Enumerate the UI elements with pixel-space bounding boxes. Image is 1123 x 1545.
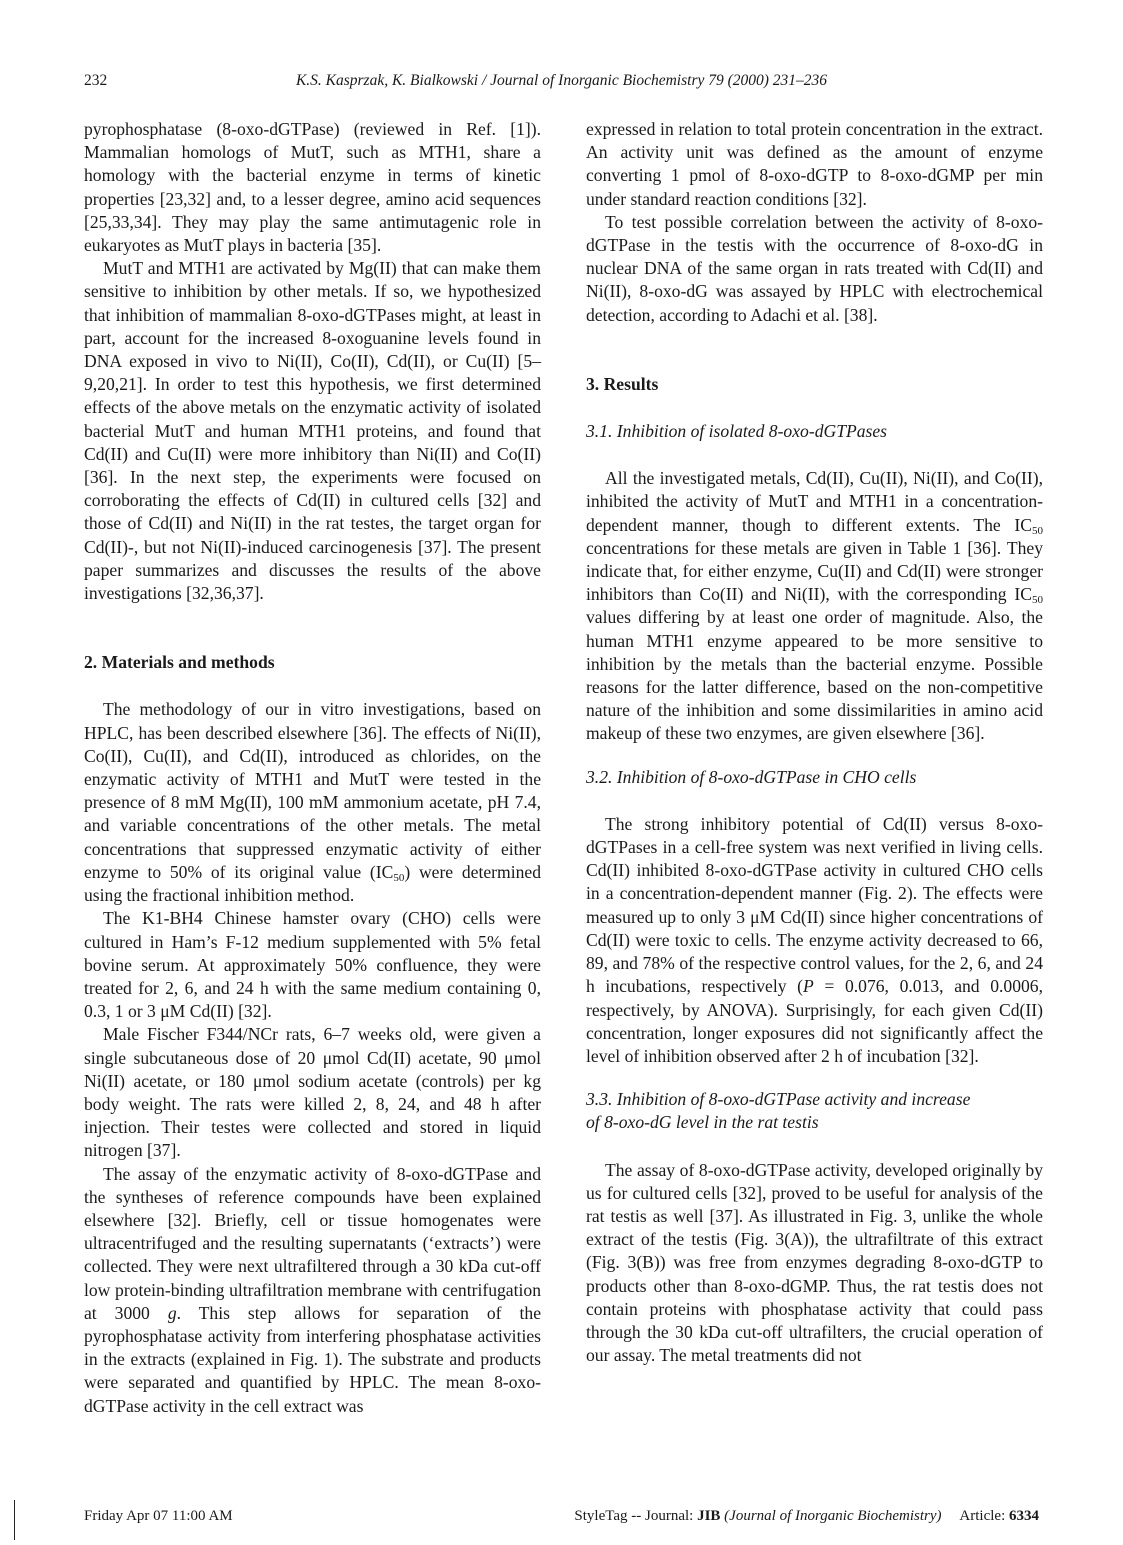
running-header xyxy=(84,72,1039,96)
paragraph-cho-cells: The K1-BH4 Chinese hamster ovary (CHO) cells were cultured in Ham’s F-12 medium supplemented with 5% fetal bovine serum. At approximately 50% confluence, they were treated for 2, 6, and 24 h with the same medium containing 0, 0.3, 1 or 3 μM Cd(II) [32]. xyxy=(84,908,541,1022)
subsection-heading-3-3: 3.3. Inhibition of 8-oxo-dGTPase activity and increase of 8-oxo-dG level in the rat testis xyxy=(586,1089,971,1133)
subsection-heading-3-2: 3.2. Inhibition of 8-oxo-dGTPase in CHO cells xyxy=(586,766,917,787)
section-heading-results: 3. Results xyxy=(586,373,659,394)
paragraph-hypothesis: MutT and MTH1 are activated by Mg(II) that can make them sensitive to inhibition by other metals. If so, we hypothesized that inhibition of mammalian 8-oxo-dGTPases might, at least in part, account for the increased 8-oxoguanine levels found in DNA exposed in vivo to Ni(II), Co(II), Cd(II), or Cu(II) [5–9,20,21]. In order to test this hypothesis, we first determined effects of the above metals on the enzymatic activity of isolated bacterial MutT and human MTH1 proteins, and found that Cd(II) and Cu(II) were more inhibitory than Ni(II) and Co(II) [36]. In the next step, the experiments were focused on corroborating the effects of Cd(II) in cultured cells [32] and those of Cd(II) and Ni(II) in the rat testes, the target organ for Cd(II)-, but not Ni(II)-induced carcinogenesis [37]. The present paper summarizes and discusses the results of the above investigations [32,36,37]. xyxy=(84,258,541,604)
running-title: K.S. Kasprzak, K. Bialkowski / Journal of Inorganic Biochemistry 79 (2000) 231–236 xyxy=(295,72,828,89)
paragraph-correlation: To test possible correlation between the activity of 8-oxo-dGTPase in the testis with the occurrence of 8-oxo-dG in nuclear DNA of the same organ in rats treated with Cd(II) and Ni(II), 8-oxo-dG was assayed by HPLC with electrochemical detection, according to Adachi et al. [38]. xyxy=(586,211,1043,325)
margin-line xyxy=(14,1500,15,1540)
subsection-heading-3-1: 3.1. Inhibition of isolated 8-oxo-dGTPases xyxy=(586,421,888,442)
left-column xyxy=(84,118,541,1418)
footer-style-tag: StyleTag -- Journal: JIB (Journal of Inorganic Biochemistry) Article: 6334 xyxy=(574,1508,1039,1524)
paragraph-activity-unit: expressed in relation to total protein concentration in the extract. An activity unit was defined as the amount of enzyme converting 1 pmol of 8-oxo-dGTP to 8-oxo-dGMP per min under standard reaction conditions [32]. xyxy=(586,119,1043,209)
paragraph-intro-continued: pyrophosphatase (8-oxo-dGTPase) (reviewed in Ref. [1]). Mammalian homologs of MutT, such as MTH1, share a homology with the bacterial enzyme in terms of kinetic properties [23,32] and, to a lesser degree, amino acid sequences [25,33,34]. They may play the same antimutagenic role in eukaryotes as MutT plays in bacteria [35]. xyxy=(84,119,541,256)
paragraph-isolated-inhibition: All the investigated metals, Cd(II), Cu(II), Ni(II), and Co(II), inhibited the activity of MutT and MTH1 in a concentration-dependent manner, though to different extents. The $IC_{50}$ concentrations for these metals are given in Table 1 [36]. They indicate that, for either enzyme, Cu(II) and Cd(II) were stronger inhibitors than Co(II) and Ni(II), with the corresponding $IC_{50}$ values differing by at least one order of magnitude. Also, the human MTH1 enzyme appeared to be more sensitive to inhibition by the metals than the bacterial enzyme. Possible reasons for the latter difference, based on the non-competitive nature of the inhibition and some dissimilarities in amino acid makeup of these two enzymes, are given elsewhere [36]. xyxy=(586,468,1043,744)
right-column xyxy=(586,118,1043,1367)
paragraph-rats: Male Fischer F344/NCr rats, 6–7 weeks old, were given a single subcutaneous dose of 20 μmol Cd(II) acetate, 90 μmol Ni(II) acetate, or 180 μmol sodium acetate (controls) per kg body weight. The rats were killed 2, 8, 24, and 48 h after injection. Their testes were collected and stored in liquid nitrogen [37]. xyxy=(84,1024,541,1161)
footer-timestamp: Friday Apr 07 11:00 AM xyxy=(84,1508,233,1524)
paragraph-cho-inhibition: The strong inhibitory potential of Cd(II) versus 8-oxo-dGTPases in a cell-free system was next verified in living cells. Cd(II) inhibited 8-oxo-dGTPase activity in cultured CHO cells in a concentration-dependent manner (Fig. 2). The effects were measured up to only 3 μM Cd(II) since higher concentrations of Cd(II) were toxic to cells. The enzyme activity decreased to 66, 89, and 78% of the respective control values, for the 2, 6, and 24 h incubations, respectively (P = 0.076, 0.013, and 0.0006, respectively, by ANOVA). Surprisingly, for each given Cd(II) concentration, longer exposures did not significantly affect the level of inhibition observed after 2 h of incubation [32]. xyxy=(586,813,1043,1066)
section-heading-materials-methods: 2. Materials and methods xyxy=(84,652,275,673)
paragraph-methodology: The methodology of our in vitro investigations, based on HPLC, has been described elsewhere [36]. The effects of Ni(II), Co(II), Cu(II), and Cd(II), introduced as chlorides, on the enzymatic activity of MTH1 and MutT were tested in the presence of 8 mM Mg(II), 100 mM ammonium acetate, pH 7.4, and variable concentrations of the other metals. The metal concentrations that suppressed enzymatic activity of either enzyme to 50% of its original value $(IC_{50})$ were determined using the fractional inhibition method. xyxy=(84,699,541,906)
page-number: 232 xyxy=(84,72,108,89)
paragraph-testis-assay: The assay of 8-oxo-dGTPase activity, developed originally by us for cultured cells [32], proved to be useful for analysis of the rat testis as well [37]. As illustrated in Fig. 3, unlike the whole extract of the testis (Fig. 3(A)), the ultrafiltrate of this extract (Fig. 3(B)) was free from enzymes degrading 8-oxo-dGTP to products other than 8-oxo-dGMP. Thus, the rat testis does not contain proteins with phosphatase activity that could pass through the 30 kDa cut-off ultrafilters, the crucial operation of our assay. The metal treatments did not xyxy=(586,1159,1043,1366)
paragraph-assay: The assay of the enzymatic activity of 8-oxo-dGTPase and the syntheses of reference compounds have been explained elsewhere [32]. Briefly, cell or tissue homogenates were ultracentrifuged and the resulting supernatants (‘extracts’) were collected. They were next ultrafiltered through a 30 kDa cut-off low protein-binding ultrafiltration membrane with centrifugation at 3000 g. This step allows for separation of the pyrophosphatase activity from interfering phosphatase activities in the extracts (explained in Fig. 1). The substrate and products were separated and quantified by HPLC. The mean 8-oxo-dGTPase activity in the cell extract was xyxy=(84,1163,541,1416)
